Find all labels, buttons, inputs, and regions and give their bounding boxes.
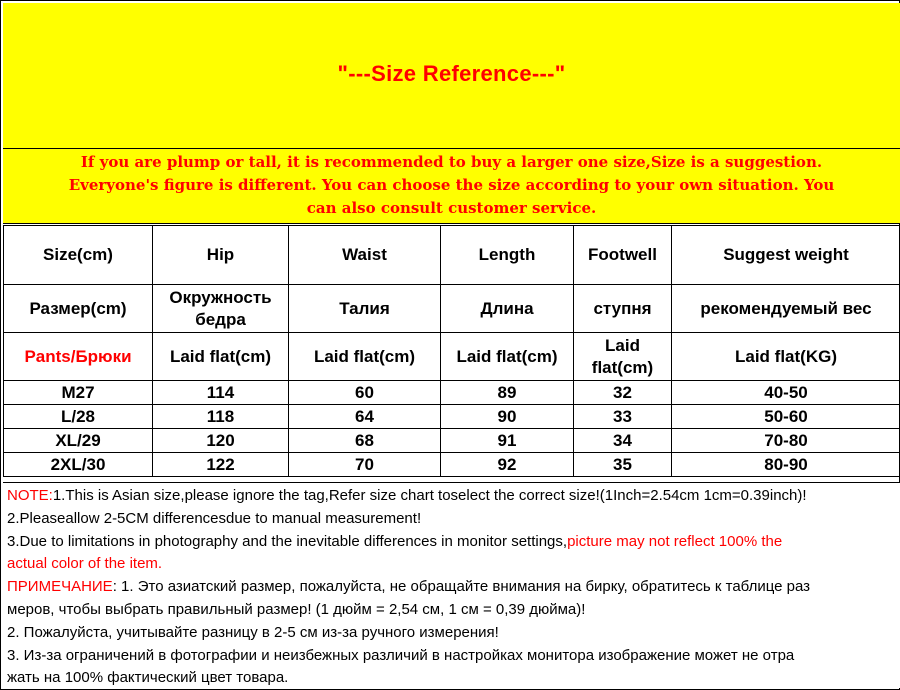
note-line-ru-3b — [7, 667, 896, 690]
advice-line: Everyone's figure is different. You can choose the size according to your own situation. You — [68, 176, 835, 194]
note-text: меров, чтобы выбрать правильный размер! (1 дюйм = 2,54 см, 1 см = 0,39 дюйма)! — [7, 600, 586, 618]
note-text: 1.This is Asian size,please ignore the tag,Refer size chart toselect the correct size!(1Inch=2.54cm 1cm=0.39inch)! — [52, 487, 807, 504]
header-cell: Laid flat(cm) — [574, 333, 672, 381]
table-cell: 89 — [441, 381, 574, 405]
note-label: ПРИМЕЧАНИЕ — [7, 578, 113, 596]
table-cell: 2XL/30 — [4, 453, 153, 477]
note-text: 2.Pleaseallow 2-5CM differencesdue to manual measurement! — [7, 509, 422, 527]
table-cell: L/28 — [4, 405, 153, 429]
table-cell: 60 — [289, 381, 441, 405]
note-line-3b — [7, 553, 896, 576]
table-row — [4, 405, 900, 429]
table-cell: 64 — [289, 405, 441, 429]
header-cell: Suggest weight — [672, 226, 900, 285]
table-cell: 122 — [153, 453, 289, 477]
note-line-3 — [7, 531, 896, 554]
note-text: 3. Из-за ограничений в фотографии и неизбежных различий в настройках монитора изображение может не отра — [7, 646, 795, 664]
header-cell: Footwell — [574, 226, 672, 285]
header-cell: Laid flat(KG) — [672, 333, 900, 381]
table-cell: 70 — [289, 453, 441, 477]
header-cell: Длина — [441, 285, 574, 333]
header-cell: рекомендуемый вес — [672, 285, 900, 333]
table-row — [4, 381, 900, 405]
advice-line: If you are plump or tall, it is recommended to buy a larger one size,Size is a suggestion. — [80, 153, 823, 171]
note-line-ru-1 — [7, 576, 896, 599]
table-row — [4, 429, 900, 453]
note-warning: actual color of the item. — [7, 555, 163, 573]
table-cell: 92 — [441, 453, 574, 477]
table-cell: M27 — [4, 381, 153, 405]
table-cell: 68 — [289, 429, 441, 453]
table-cell: 91 — [441, 429, 574, 453]
header-cell: Size(cm) — [4, 226, 153, 285]
table-cell: 70-80 — [672, 429, 900, 453]
table-cell: 120 — [153, 429, 289, 453]
table-cell: 35 — [574, 453, 672, 477]
header-cell: Laid flat(cm) — [441, 333, 574, 381]
table-cell: XL/29 — [4, 429, 153, 453]
header-row-english — [4, 226, 900, 285]
header-row-method — [4, 333, 900, 381]
header-cell: Laid flat(cm) — [153, 333, 289, 381]
title-banner — [3, 3, 900, 150]
notes-section — [3, 482, 900, 688]
advice-line: can also consult customer service. — [306, 199, 597, 217]
table-cell: 80-90 — [672, 453, 900, 477]
note-text: жать на 100% фактический цвет товара. — [7, 669, 289, 687]
note-text: 3.Due to limitations in photography and the inevitable differences in monitor settings, — [7, 532, 568, 550]
table-cell: 40-50 — [672, 381, 900, 405]
header-cell: Талия — [289, 285, 441, 333]
table-cell: 90 — [441, 405, 574, 429]
header-cell: Окружность бедра — [153, 285, 289, 333]
note-line-ru-1b — [7, 599, 896, 622]
header-cell: Waist — [289, 226, 441, 285]
table-cell: 33 — [574, 405, 672, 429]
table-row — [4, 453, 900, 477]
note-warning: picture may not reflect 100% the — [567, 532, 783, 550]
table-cell: 118 — [153, 405, 289, 429]
header-row-russian — [4, 285, 900, 333]
header-cell: Размер(cm) — [4, 285, 153, 333]
note-line-ru-2 — [7, 622, 896, 645]
table-cell: 50-60 — [672, 405, 900, 429]
header-cell-category: Pants/Брюки — [4, 333, 153, 381]
page-title: "---Size Reference---" — [337, 60, 566, 86]
header-cell: Laid flat(cm) — [289, 333, 441, 381]
header-cell: Length — [441, 226, 574, 285]
header-cell: ступня — [574, 285, 672, 333]
note-line-ru-3 — [7, 645, 896, 668]
note-line-1 — [7, 485, 896, 508]
header-cell: Hip — [153, 226, 289, 285]
table-cell: 34 — [574, 429, 672, 453]
advice-banner — [3, 149, 900, 224]
table-cell: 114 — [153, 381, 289, 405]
note-label: NOTE: — [7, 487, 53, 504]
note-text: 2. Пожалуйста, учитывайте разницу в 2-5 см из-за ручного измерения! — [7, 623, 499, 641]
note-line-2 — [7, 508, 896, 531]
table-cell: 32 — [574, 381, 672, 405]
note-text: : 1. Это азиатский размер, пожалуйста, не обращайте внимания на бирку, обратитесь к таблице раз — [112, 578, 811, 596]
size-table — [3, 225, 900, 477]
